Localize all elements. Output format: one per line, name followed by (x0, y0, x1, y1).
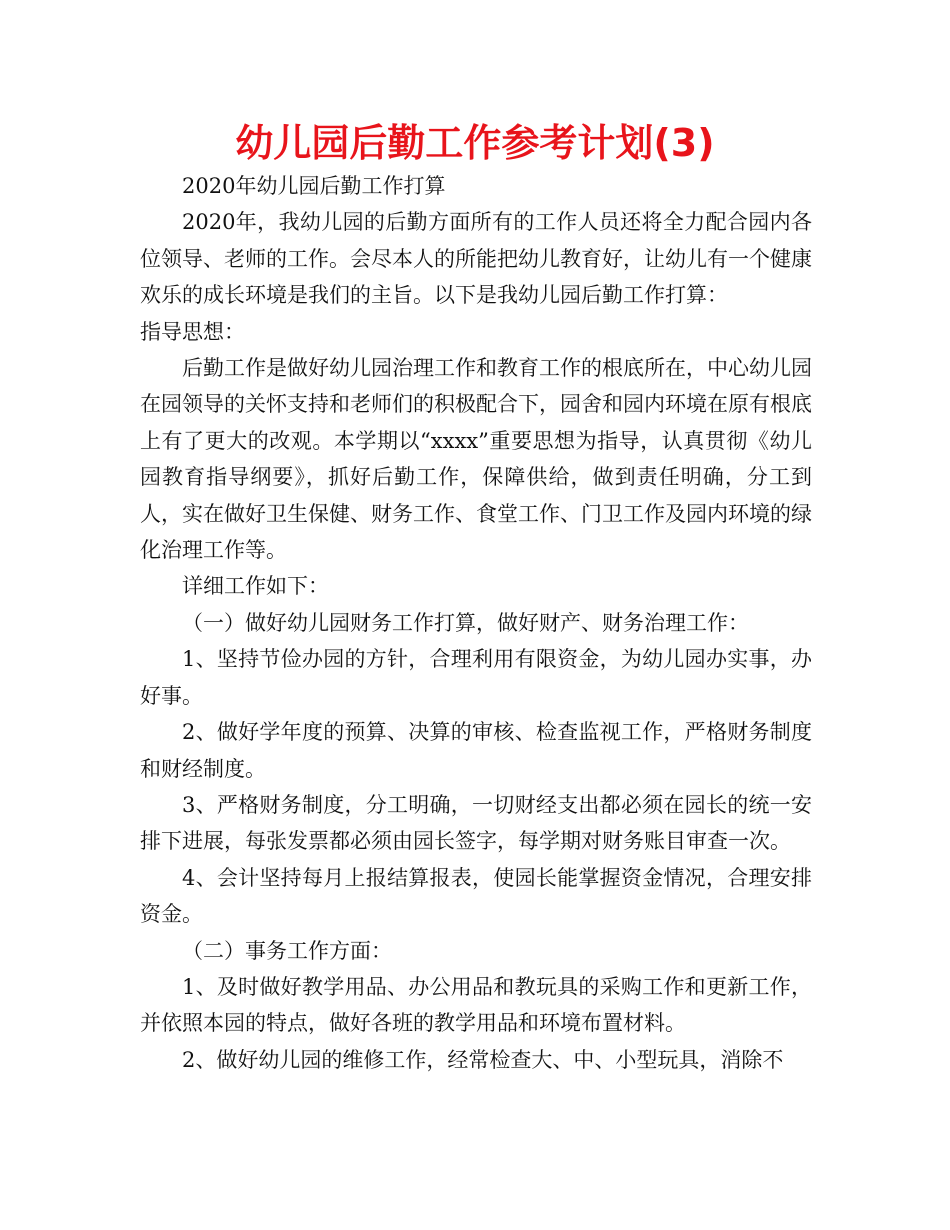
section-heading-finance: （一）做好幼儿园财务工作打算，做好财产、财务治理工作： (182, 610, 749, 635)
section-heading-affairs: （二）事务工作方面： (182, 938, 392, 963)
document-title: 幼儿园后勤工作参考计划(3) (235, 121, 715, 165)
subtitle-paragraph: 2020年幼儿园后勤工作打算 (182, 174, 446, 198)
details-heading: 详细工作如下： (182, 574, 329, 599)
section-heading-guiding-thought: 指导思想： (140, 319, 245, 344)
affairs-item-2: 2、做好幼儿园的维修工作，经常检查大、中、小型玩具，消除不 (182, 1047, 784, 1072)
affairs-item-1: 1、及时做好教学用品、办公用品和教玩具的采购工作和更新工作，并依照本园的特点，做好各班的教学用品和环境布置材料。 (140, 974, 812, 1036)
finance-item-1: 1、坚持节俭办园的方针，合理利用有限资金，为幼儿园办实事，办好事。 (140, 647, 812, 708)
finance-item-2: 2、做好学年度的预算、决算的审核、检查监视工作，严格财务制度和财经制度。 (140, 720, 812, 781)
finance-item-4: 4、会计坚持每月上报结算报表，使园长能掌握资金情况，合理安排资金。 (140, 865, 812, 927)
document-body (140, 168, 812, 1078)
intro-paragraph: 2020年，我幼儿园的后勤方面所有的工作人员还将全力配合园内各位领导、老师的工作。会尽本人的所能把幼儿教育好，让幼儿有一个健康欢乐的成长环境是我们的主旨。以下是我幼儿园后勤工作打算： (140, 210, 812, 308)
finance-item-3: 3、严格财务制度，分工明确，一切财经支出都必须在园长的统一安排下进展，每张发票都必须由园长签字，每学期对财务账目审查一次。 (140, 792, 812, 854)
guiding-thought-paragraph: 后勤工作是做好幼儿园治理工作和教育工作的根底所在，中心幼儿园在园领导的关怀支持和老师们的积极配合下，园舍和园内环境在原有根底上有了更大的改观。本学期以“xxxx”重要思想为指导，认真贯彻《幼儿园教育指导纲要》，抓好后勤工作，保障供给，做到责任明确，分工到人，实在做好卫生保健、财务工作、食堂工作、门卫工作及园内环境的绿化治理工作等。 (140, 356, 812, 563)
